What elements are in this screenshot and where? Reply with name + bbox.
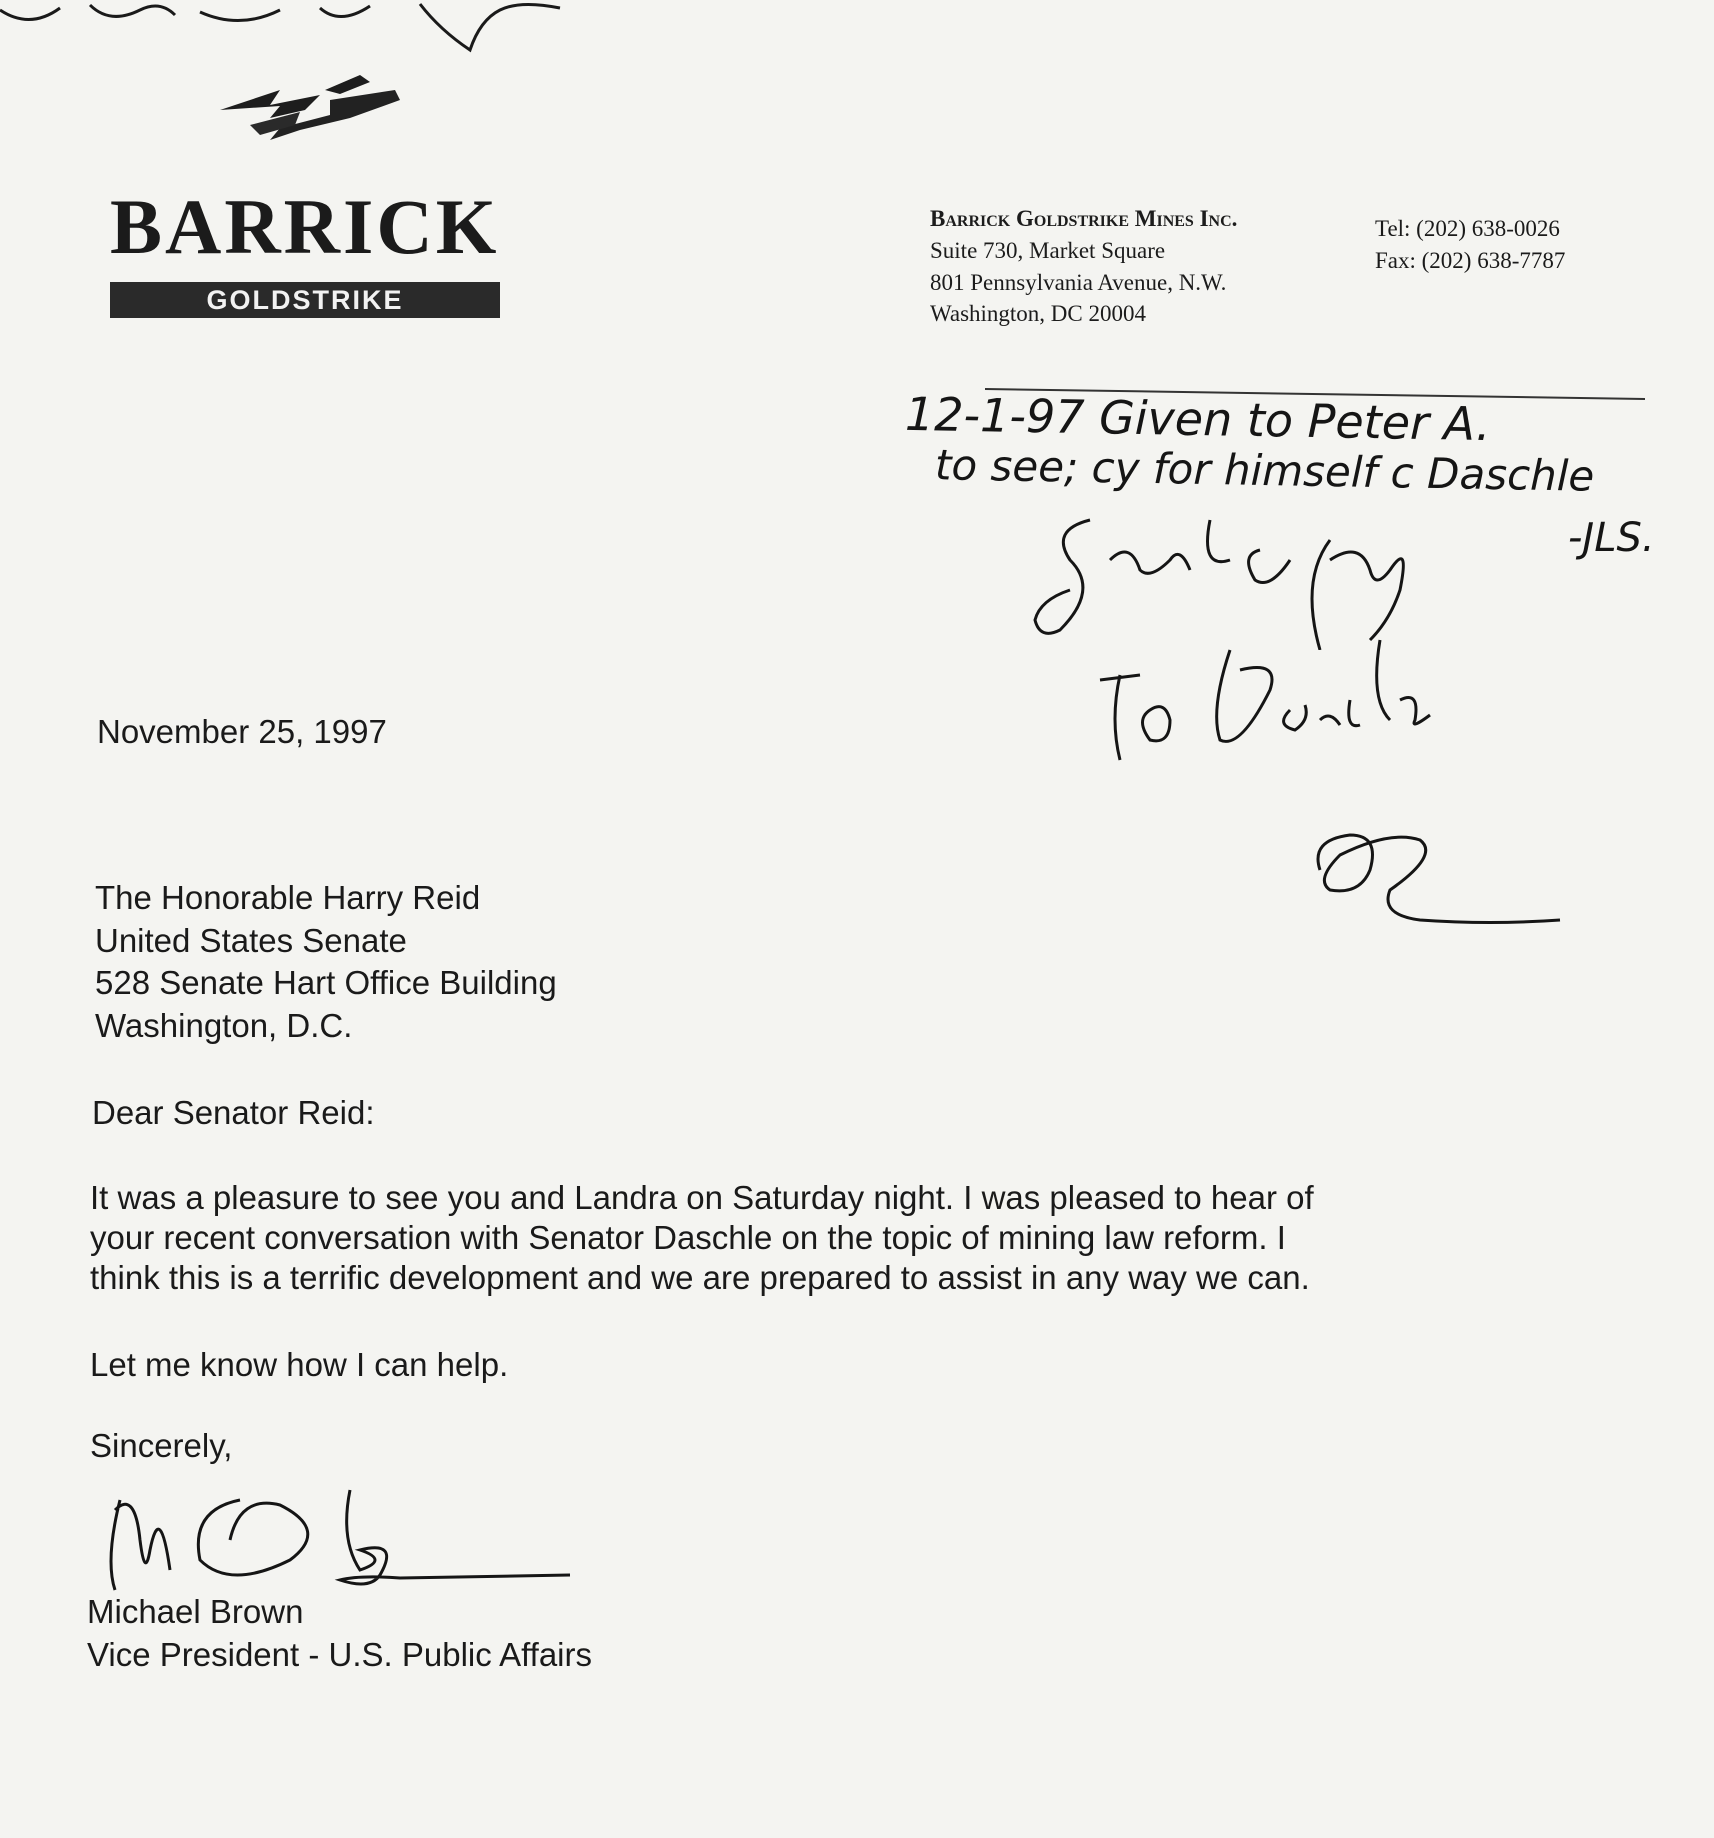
signer-title: Vice President - U.S. Public Affairs bbox=[87, 1636, 593, 1673]
fax: Fax: (202) 638-7787 bbox=[1375, 248, 1566, 273]
recipient-line: Washington, D.C. bbox=[95, 1006, 353, 1044]
salutation: Dear Senator Reid: bbox=[92, 1094, 375, 1131]
body-paragraph bbox=[90, 1178, 1530, 1298]
sub-brand-bar: GOLDSTRIKE bbox=[110, 282, 500, 318]
handwritten-note-line2: to see; cy for himself c Daschle bbox=[934, 440, 1595, 501]
recipient-line: 528 Senate Hart Office Building bbox=[95, 964, 557, 1002]
letter-date: November 25, 1997 bbox=[97, 713, 387, 750]
address-line: 801 Pennsylvania Avenue, N.W. bbox=[930, 270, 1227, 295]
handwritten-scrawl-top bbox=[0, 0, 600, 60]
paragraph-line: your recent conversation with Senator Daschle on the topic of mining law reform. I bbox=[90, 1219, 1286, 1256]
company-name: Barrick Goldstrike Mines Inc. bbox=[930, 206, 1238, 231]
address-line: Suite 730, Market Square bbox=[930, 238, 1166, 263]
paragraph-line: think this is a terrific development and we are prepared to assist in any way we can. bbox=[90, 1259, 1310, 1296]
brand-name: BARRICK bbox=[110, 183, 500, 270]
valediction: Sincerely, bbox=[90, 1427, 233, 1464]
address-line: Washington, DC 20004 bbox=[930, 301, 1147, 326]
telephone: Tel: (202) 638-0026 bbox=[1375, 216, 1560, 241]
signature-icon bbox=[100, 1480, 580, 1610]
handwritten-to-daschle bbox=[1080, 630, 1480, 780]
signer-name: Michael Brown bbox=[87, 1593, 304, 1630]
handwritten-initial-mark bbox=[1310, 820, 1570, 940]
barrick-logo-icon bbox=[210, 70, 410, 170]
closing-line: Let me know how I can help. bbox=[90, 1346, 509, 1383]
recipient-address bbox=[95, 878, 557, 1048]
recipient-line: The Honorable Harry Reid bbox=[95, 879, 481, 916]
handwritten-initials: -JLS. bbox=[1568, 515, 1655, 561]
handwritten-note-line1: 12-1-97 Given to Peter A. bbox=[904, 386, 1491, 452]
recipient-line: United States Senate bbox=[95, 921, 407, 959]
paragraph-line: It was a pleasure to see you and Landra on Saturday night. I was pleased to hear of bbox=[90, 1179, 1314, 1216]
handwritten-send-copy bbox=[1030, 500, 1550, 650]
